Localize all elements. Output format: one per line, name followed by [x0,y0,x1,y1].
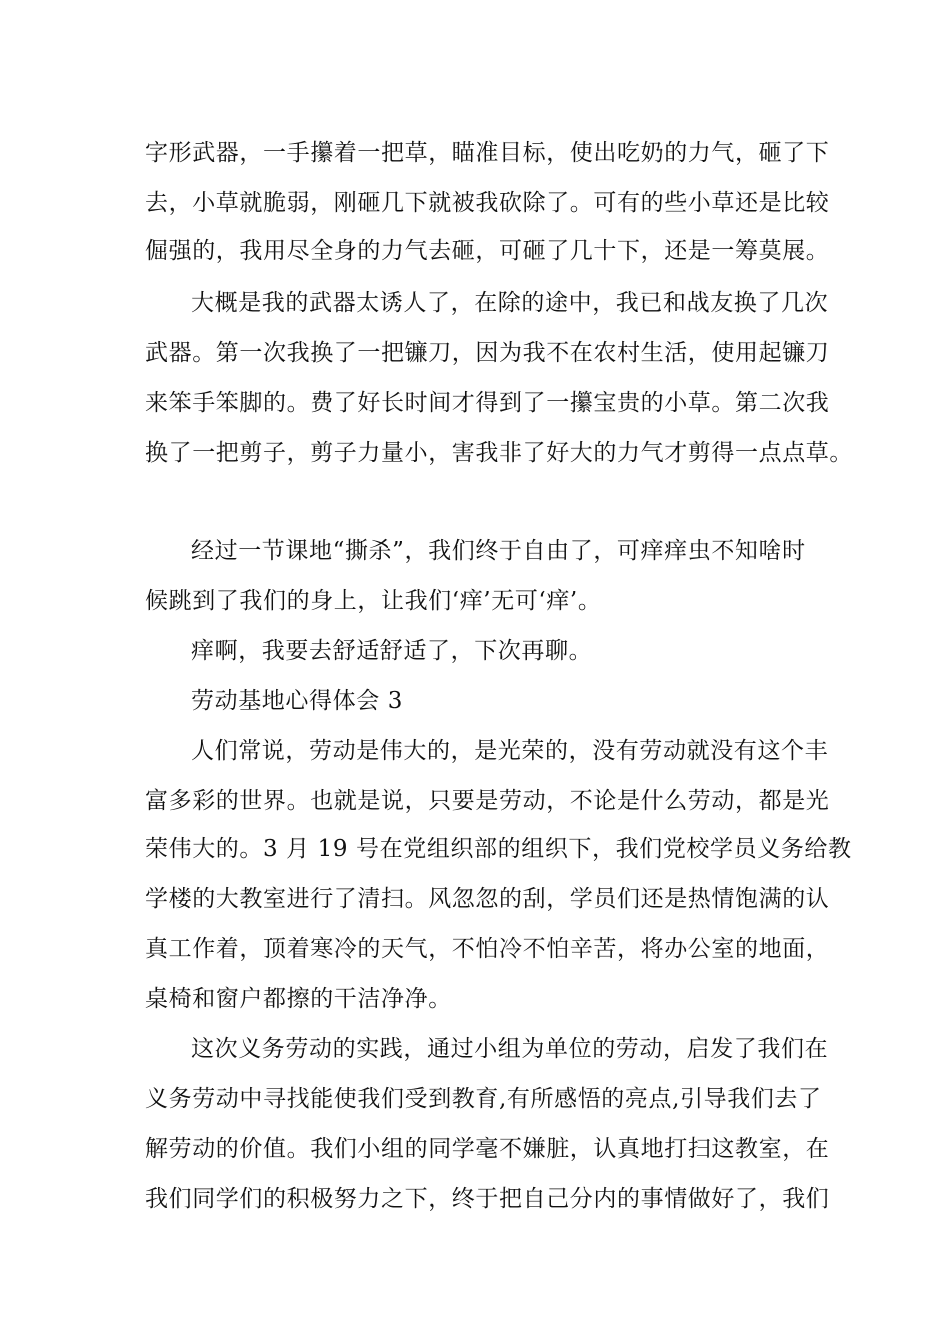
text-line: 换了一把剪子，剪子力量小，害我非了好大的力气才剪得一点点草。 [145,440,853,466]
text-line: 字形武器，一手攥着一把草，瞄准目标，使出吃奶的力气，砸了下 [145,140,830,166]
text-line: 学楼的大教室进行了清扫。风忽忽的刮，学员们还是热情饱满的认 [145,886,830,912]
paragraph-start-line: 痒啊，我要去舒适舒适了，下次再聊。 [191,638,593,664]
paragraph-start-line: 大概是我的武器太诱人了，在除的途中，我已和战友换了几次 [191,290,829,316]
text-line: 解劳动的价值。我们小组的同学毫不嫌脏，认真地打扫这教室，在 [145,1136,830,1162]
text-line: 武器。第一次我换了一把镰刀，因为我不在农村生活，使用起镰刀 [145,340,830,366]
paragraph-start-line: 人们常说，劳动是伟大的，是光荣的，没有劳动就没有这个丰 [191,738,829,764]
text-line: 去，小草就脆弱，刚砸几下就被我砍除了。可有的些小草还是比较 [145,190,830,216]
text-line: 来笨手笨脚的。费了好长时间才得到了一攥宝贵的小草。第二次我 [145,390,830,416]
paragraph-start-line: 经过一节课地“撕杀”，我们终于自由了，可痒痒虫不知啥时 [191,538,806,564]
text-line: 荣伟大的。3 月 19 号在党组织部的组织下，我们党校学员义务给教 [145,836,852,862]
text-line: 候跳到了我们的身上，让我们‘痒’无可‘痒’。 [145,588,602,614]
paragraph-start-line: 这次义务劳动的实践，通过小组为单位的劳动，启发了我们在 [191,1036,829,1062]
text-line: 倔强的，我用尽全身的力气去砸，可砸了几十下，还是一筹莫展。 [145,238,830,264]
text-line: 真工作着，顶着寒冷的天气，不怕冷不怕辛苦，将办公室的地面， [145,936,830,962]
text-line: 义务劳动中寻找能使我们受到教育,有所感悟的亮点,引导我们去了 [145,1086,822,1112]
text-line: 桌椅和窗户都擦的干洁净净。 [145,986,452,1012]
section-heading: 劳动基地心得体会 3 [191,688,403,714]
text-line: 我们同学们的积极努力之下，终于把自己分内的事情做好了，我们 [145,1186,830,1212]
text-line: 富多彩的世界。也就是说，只要是劳动，不论是什么劳动，都是光 [145,788,830,814]
